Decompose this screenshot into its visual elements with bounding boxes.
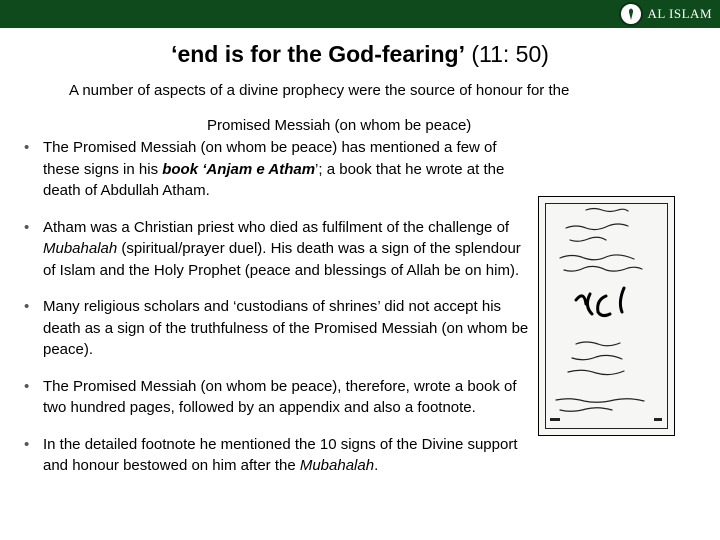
- bullet-text: (spiritual/prayer duel). His death was a sign of the splendour of Islam and the Holy Prophet (peace and blessings of Allah be on him).: [43, 240, 521, 279]
- page-title: [0, 40, 720, 68]
- title-reference: (11: 50): [471, 41, 549, 67]
- book-title: book ‘Anjam e Atham: [162, 160, 316, 178]
- bullet-text: In the detailed footnote he mentioned the 10 signs of the Divine support and honour bestowed on him after the: [43, 435, 518, 474]
- bullet-item: [24, 434, 534, 477]
- italic-term: Mubahalah: [43, 240, 118, 257]
- bullet-item: [24, 217, 534, 282]
- bullet-list: [24, 137, 534, 477]
- bullet-item: • The Promised Messiah (on whom be peace), therefore, wrote a book of two hundred pages, followed by an appendix and also a footnote.: [24, 376, 534, 419]
- bullet-item: [24, 137, 534, 202]
- italic-term: Mubahalah: [299, 457, 375, 474]
- bullet-text: ’; a book that he wrote at the death of Abdullah Atham.: [43, 160, 505, 199]
- book-cover-image: [538, 196, 675, 436]
- top-bar: [0, 0, 720, 28]
- bullet-item: • Many religious scholars and ‘custodians of shrines’ did not accept his death as a sign of the truthfulness of the Promised Messiah (on whom be peace).: [24, 296, 534, 361]
- bullet-text: .: [374, 457, 379, 474]
- logo-emblem-icon: [619, 2, 643, 26]
- logo-text: AL ISLAM: [647, 6, 712, 21]
- bullet-text: The Promised Messiah (on whom be peace) has mentioned a few of these signs in his: [43, 139, 497, 178]
- bullet-text: Atham was a Christian priest who died as fulfilment of the challenge of: [43, 218, 510, 236]
- book-cover-icon: [546, 204, 667, 428]
- al-islam-logo[interactable]: [619, 2, 712, 26]
- book-cover-border: [545, 203, 668, 429]
- title-quote: ‘end is for the God-fearing’: [171, 41, 465, 67]
- subtitle-line-2: Promised Messiah (on whom be peace): [207, 117, 472, 134]
- subtitle-line-1: A number of aspects of a divine prophecy were the source of honour for the: [69, 82, 570, 99]
